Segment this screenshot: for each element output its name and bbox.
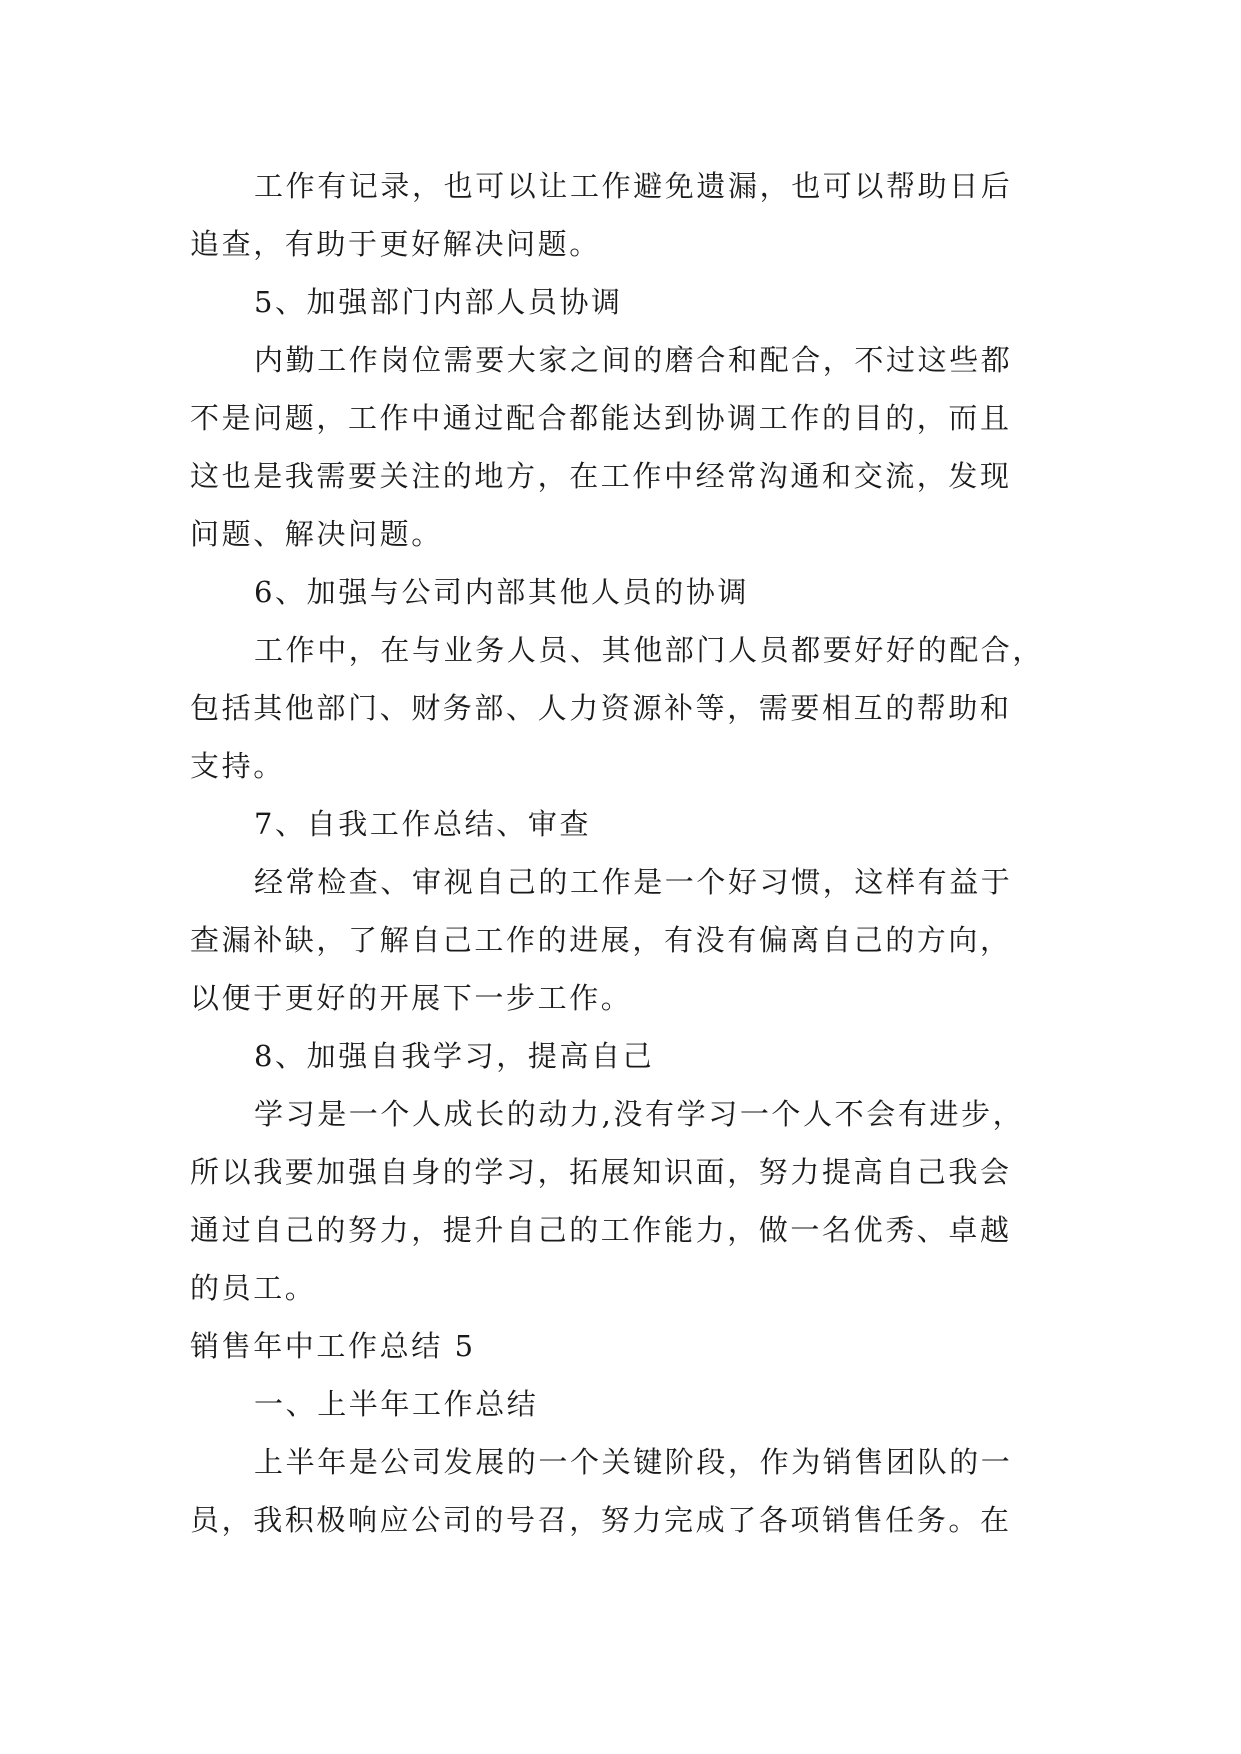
section-heading: 6、加强与公司内部其他人员的协调: [254, 575, 750, 609]
paragraph-line: 追查，有助于更好解决问题。: [190, 227, 601, 261]
paragraph-line: 经常检查、审视自己的工作是一个好习惯，这样有益于: [254, 865, 1013, 899]
paragraph-line: 支持。: [190, 749, 285, 783]
paragraph-line: 包括其他部门、财务部、人力资源补等，需要相互的帮助和: [190, 691, 1012, 725]
paragraph-line: 通过自己的努力，提升自己的工作能力，做一名优秀、卓越: [190, 1213, 1012, 1247]
paragraph-line: 员，我积极响应公司的号召，努力完成了各项销售任务。在: [190, 1503, 1012, 1537]
paragraph-line: 的员工。: [190, 1271, 317, 1305]
section-heading: 一、上半年工作总结: [254, 1387, 539, 1421]
paragraph-line: 上半年是公司发展的一个关键阶段，作为销售团队的一: [254, 1445, 1013, 1479]
paragraph-line: 不是问题，工作中通过配合都能达到协调工作的目的，而且: [190, 401, 1012, 435]
paragraph-line: 工作有记录，也可以让工作避免遗漏，也可以帮助日后: [254, 169, 1013, 203]
paragraph-line: 问题、解决问题。: [190, 517, 443, 551]
paragraph-line: 学习是一个人成长的动力,没有学习一个人不会有进步，: [254, 1097, 1025, 1131]
paragraph-line: 内勤工作岗位需要大家之间的磨合和配合，不过这些都: [254, 343, 1013, 377]
paragraph-line: 工作中，在与业务人员、其他部门人员都要好好的配合，: [254, 633, 1045, 667]
section-heading: 8、加强自我学习，提高自己: [254, 1039, 655, 1073]
paragraph-line: 这也是我需要关注的地方，在工作中经常沟通和交流，发现: [190, 459, 1012, 493]
document-title: 销售年中工作总结 5: [190, 1329, 476, 1363]
paragraph-line: 以便于更好的开展下一步工作。: [190, 981, 633, 1015]
section-heading: 5、加强部门内部人员协调: [254, 285, 623, 319]
section-heading: 7、自我工作总结、审查: [254, 807, 592, 841]
paragraph-line: 查漏补缺，了解自己工作的进展，有没有偏离自己的方向，: [190, 923, 1012, 957]
paragraph-line: 所以我要加强自身的学习，拓展知识面，努力提高自己我会: [190, 1155, 1012, 1189]
